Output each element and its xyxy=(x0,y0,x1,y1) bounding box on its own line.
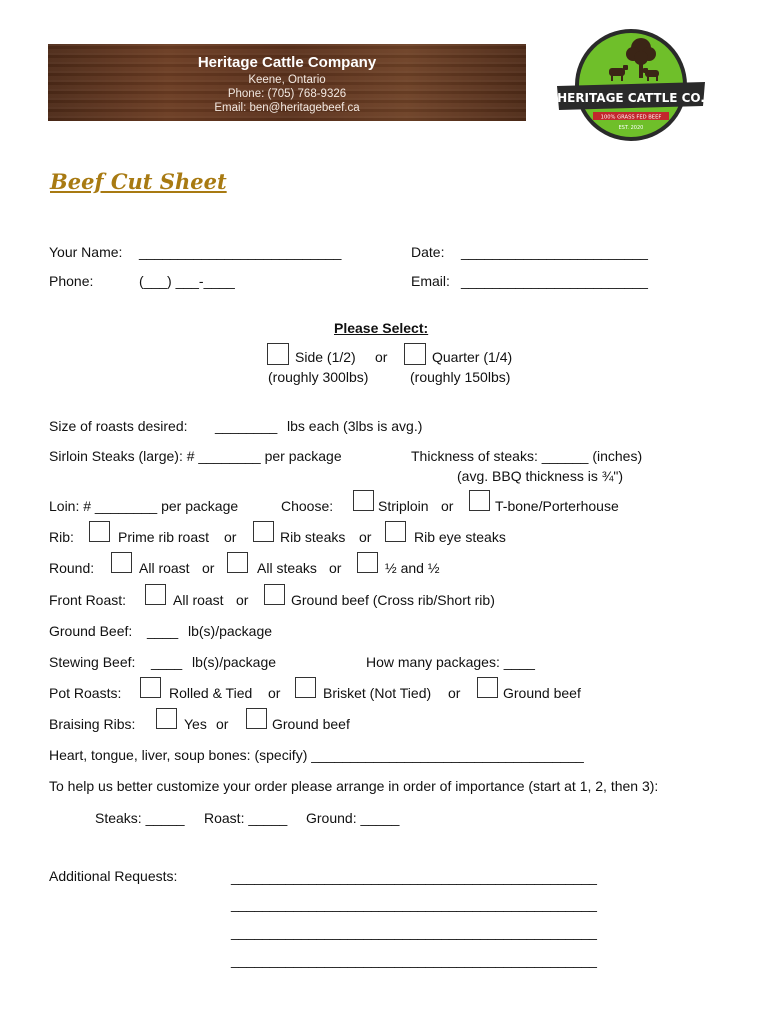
name-label: Your Name: xyxy=(49,244,123,260)
prime-rib-checkbox[interactable] xyxy=(89,521,110,542)
heritage-cattle-logo xyxy=(553,26,709,144)
logo-tagline: 100% GRASS FED BEEF xyxy=(600,114,662,121)
importance-text: To help us better customize your order please arrange in order of importance (start at 1, 2, then 3): xyxy=(49,778,659,794)
round-all-roast-label: All roast xyxy=(139,560,190,576)
front-or: or xyxy=(236,592,249,608)
loin-choose: Choose: xyxy=(281,498,334,514)
rib-or-2: or xyxy=(359,529,372,545)
pot-ground-label: Ground beef xyxy=(503,685,581,701)
offal-field[interactable]: Heart, tongue, liver, soup bones: (specify) ___________________________________ xyxy=(49,747,584,763)
round-all-steaks-label: All steaks xyxy=(257,560,317,576)
stewing-field[interactable]: ____ xyxy=(151,654,183,670)
stewing-label: Stewing Beef: xyxy=(49,654,136,670)
phone-label: Phone: xyxy=(49,273,94,289)
roast-size-label: Size of roasts desired: xyxy=(49,418,188,434)
side-label: Side (1/2) xyxy=(295,349,356,365)
roast-size-suffix: lbs each (3lbs is avg.) xyxy=(287,418,423,434)
roast-size-field[interactable]: ________ xyxy=(215,418,278,434)
front-ground-label: Ground beef (Cross rib/Short rib) xyxy=(291,592,495,608)
round-or-2: or xyxy=(329,560,342,576)
round-all-steaks-checkbox[interactable] xyxy=(227,552,248,573)
braising-ground-label: Ground beef xyxy=(272,716,350,732)
importance-steaks[interactable]: Steaks: _____ xyxy=(95,810,185,826)
rib-steaks-label: Rib steaks xyxy=(280,529,346,545)
brisket-label: Brisket (Not Tied) xyxy=(323,685,432,701)
logo-established: EST. 2020 xyxy=(618,125,644,131)
braising-ground-checkbox[interactable] xyxy=(246,708,267,729)
loin-or: or xyxy=(441,498,454,514)
select-heading: Please Select: xyxy=(334,320,429,336)
header-banner xyxy=(48,44,526,121)
ground-beef-suffix: lb(s)/package xyxy=(188,623,273,639)
prime-rib-label: Prime rib roast xyxy=(118,529,210,545)
additional-line[interactable]: _______________________________________________ xyxy=(231,869,597,885)
importance-roast[interactable]: Roast: _____ xyxy=(204,810,288,826)
rib-eye-label: Rib eye steaks xyxy=(414,529,506,545)
additional-line[interactable]: _______________________________________________ xyxy=(231,896,597,912)
rib-steaks-checkbox[interactable] xyxy=(253,521,274,542)
page-title: Beef Cut Sheet xyxy=(50,169,227,194)
sirloin-label: Sirloin Steaks (large): # ________ per package xyxy=(49,448,342,464)
date-field[interactable]: ________________________ xyxy=(461,244,648,260)
email-label: Email: xyxy=(411,273,450,289)
name-field[interactable]: __________________________ xyxy=(139,244,342,260)
front-roast-label: Front Roast: xyxy=(49,592,127,608)
pot-ground-checkbox[interactable] xyxy=(477,677,498,698)
packages-field[interactable]: How many packages: ____ xyxy=(366,654,535,670)
company-name: Heritage Cattle Company xyxy=(197,54,377,71)
pot-or-2: or xyxy=(448,685,461,701)
round-label: Round: xyxy=(49,560,95,576)
stewing-suffix: lb(s)/package xyxy=(192,654,277,670)
braising-yes-label: Yes xyxy=(184,716,207,732)
side-note: (roughly 300lbs) xyxy=(268,369,369,385)
side-checkbox[interactable] xyxy=(267,343,289,365)
additional-label: Additional Requests: xyxy=(49,868,178,884)
company-email: Email: ben@heritagebeef.ca xyxy=(214,102,360,114)
rolled-tied-label: Rolled & Tied xyxy=(169,685,253,701)
striploin-label: Striploin xyxy=(378,498,429,514)
quarter-note: (roughly 150lbs) xyxy=(410,369,511,385)
round-all-roast-checkbox[interactable] xyxy=(111,552,132,573)
loin-label: Loin: # ________ per package xyxy=(49,498,239,514)
pot-or-1: or xyxy=(268,685,281,701)
rib-or-1: or xyxy=(224,529,237,545)
brisket-checkbox[interactable] xyxy=(295,677,316,698)
front-all-roast-label: All roast xyxy=(173,592,224,608)
importance-ground[interactable]: Ground: _____ xyxy=(306,810,400,826)
phone-field[interactable]: (___) ___-____ xyxy=(139,273,235,289)
tbone-checkbox[interactable] xyxy=(469,490,490,511)
rib-eye-checkbox[interactable] xyxy=(385,521,406,542)
round-or-1: or xyxy=(202,560,215,576)
email-field[interactable]: ________________________ xyxy=(461,273,648,289)
pot-roasts-label: Pot Roasts: xyxy=(49,685,122,701)
round-half-checkbox[interactable] xyxy=(357,552,378,573)
front-all-roast-checkbox[interactable] xyxy=(145,584,166,605)
striploin-checkbox[interactable] xyxy=(353,490,374,511)
rolled-tied-checkbox[interactable] xyxy=(140,677,161,698)
quarter-label: Quarter (1/4) xyxy=(432,349,513,365)
tbone-label: T-bone/Porterhouse xyxy=(495,498,619,514)
ground-beef-label: Ground Beef: xyxy=(49,623,133,639)
additional-line[interactable]: _______________________________________________ xyxy=(231,924,597,940)
logo-name: HERITAGE CATTLE CO. xyxy=(557,91,705,105)
thickness-note: (avg. BBQ thickness is ¾") xyxy=(457,468,624,484)
quarter-checkbox[interactable] xyxy=(404,343,426,365)
select-or: or xyxy=(375,349,388,365)
front-ground-checkbox[interactable] xyxy=(264,584,285,605)
rib-label: Rib: xyxy=(49,529,74,545)
braising-or: or xyxy=(216,716,229,732)
additional-line[interactable]: _______________________________________________ xyxy=(231,952,597,968)
braising-yes-checkbox[interactable] xyxy=(156,708,177,729)
company-location: Keene, Ontario xyxy=(248,74,326,86)
round-half-label: ½ and ½ xyxy=(385,560,440,576)
date-label: Date: xyxy=(411,244,445,260)
company-phone: Phone: (705) 768-9326 xyxy=(227,88,347,100)
ground-beef-field[interactable]: ____ xyxy=(147,623,179,639)
thickness-label: Thickness of steaks: ______ (inches) xyxy=(411,448,643,464)
braising-label: Braising Ribs: xyxy=(49,716,136,732)
